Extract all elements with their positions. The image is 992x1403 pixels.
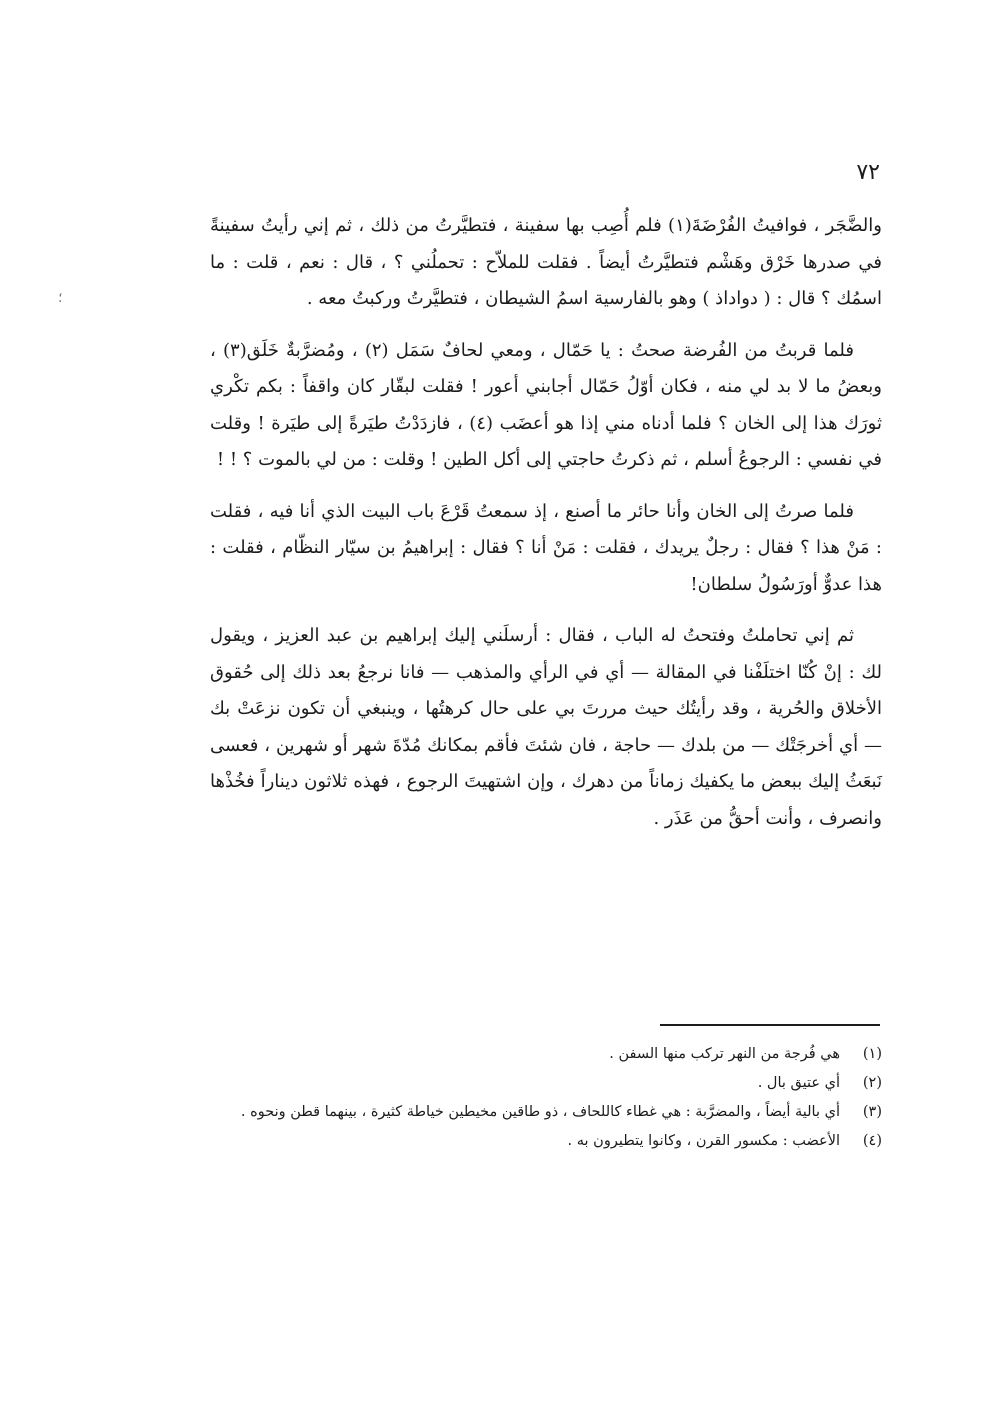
paragraph-1: والضَّجَر ، فوافيتُ الفُرْضَةَ(١) فلم أُصِب بها سفينة ، فتطيَّرتُ من ذلك ، ثم إني رأيتُ سفينةً في صدرها خَرْق وهَشْم فتطيَّرتُ أيضاً . فقلت للملاّح : تحملُني ؟ ، قال : نعم ، قلت : ما اسمُك ؟ قال : ( دواداذ ) وهو بالفارسية اسمُ الشيطان ، فتطيَّرتُ وركبتُ معه . [210,215,882,309]
footnote-text: أي بالية أيضاً ، والمضرَّبة : هي غطاء كاللحاف ، ذو طاقين مخيطين خياطة كثيرة ، بينهما قطن ونحوه . [240,1104,840,1120]
footnote-text: أي عتيق بال . [757,1075,840,1091]
footnote-item [210,1040,882,1069]
paragraph-4: ثم إني تحاملتُ وفتحتُ له الباب ، فقال : أرسلَني إليك إبراهيم بن عبد العزيز ، ويقول لك : إنْ كُنّا اختلَفْنا في المقالة — أي في الرأي والمذهب — فانا نرجعُ بعد ذلك إلى حُقوق الأخلاق والحُرية ، وقد رأيتُك حيث مررتَ بي على حال كرهتُها ، وينبغي أن تكون نزعَتْ بك — أي أخرجَتْك — من بلدك — حاجة ، فان شئتَ فأقم بمكانك مُدّةَ شهر أو شهرين ، فعسى نَبعَثُ إليك ببعض ما يكفيك زماناً من دهرك ، وإن اشتهيتَ الرجوع ، فهذه ثلاثون ديناراً فخُذْها وانصرف ، وأنت أحقُّ من عَذَر . [210,625,882,829]
footnote-text: هي فُرجة من النهر تركب منها السفن . [609,1046,840,1062]
footnote-number: (٣) [862,1104,882,1120]
footnote-number: (٢) [862,1075,882,1091]
footnote-number: (٤) [862,1133,882,1149]
paragraph-3: فلما صرتُ إلى الخان وأنا حائر ما أصنع ، إذ سمعتُ قَرْعَ باب البيت الذي أنا فيه ، فقلت : مَنْ هذا ؟ فقال : رجلٌ يريدك ، فقلت : مَنْ أنا ؟ فقال : إبراهيمُ بن سيّار النظّام ، فقلت : هذا عدوٌّ أورَسُولُ سلطان! [210,500,882,595]
footnote-item [210,1098,882,1127]
footnote-number: (١) [862,1046,882,1062]
margin-mark: ؛ [58,290,63,306]
footnote-separator [660,1024,880,1026]
footnote-text: الأعضب : مكسور القرن ، وكانوا يتطيرون به . [567,1133,840,1149]
main-text [210,208,882,852]
footnotes [210,1040,882,1156]
page-number: ٧٢ [856,160,880,185]
paragraph-2: فلما قربتُ من الفُرضة صحتُ : يا حَمّال ، ومعي لحافٌ سَمَل (٢) ، ومُضرَّبةٌ خَلَق(٣) ، وبعضُ ما لا بد لي منه ، فكان أوّلُ حَمّال أجابني أعور ! فقلت لبقّار كان واقفاً : بكم تكْري ثورَك هذا إلى الخان ؟ فلما أدناه مني إذا هو أعضَب (٤) ، فازدَدْتُ طيَرةً إلى طيَرة ! وقلت في نفسي : الرجوعُ أسلم ، ثم ذكرتُ حاجتي إلى أكل الطين ! وقلت : من لي بالموت ؟ ! ! [210,339,882,470]
footnote-item [210,1069,882,1098]
footnote-item [210,1127,882,1156]
